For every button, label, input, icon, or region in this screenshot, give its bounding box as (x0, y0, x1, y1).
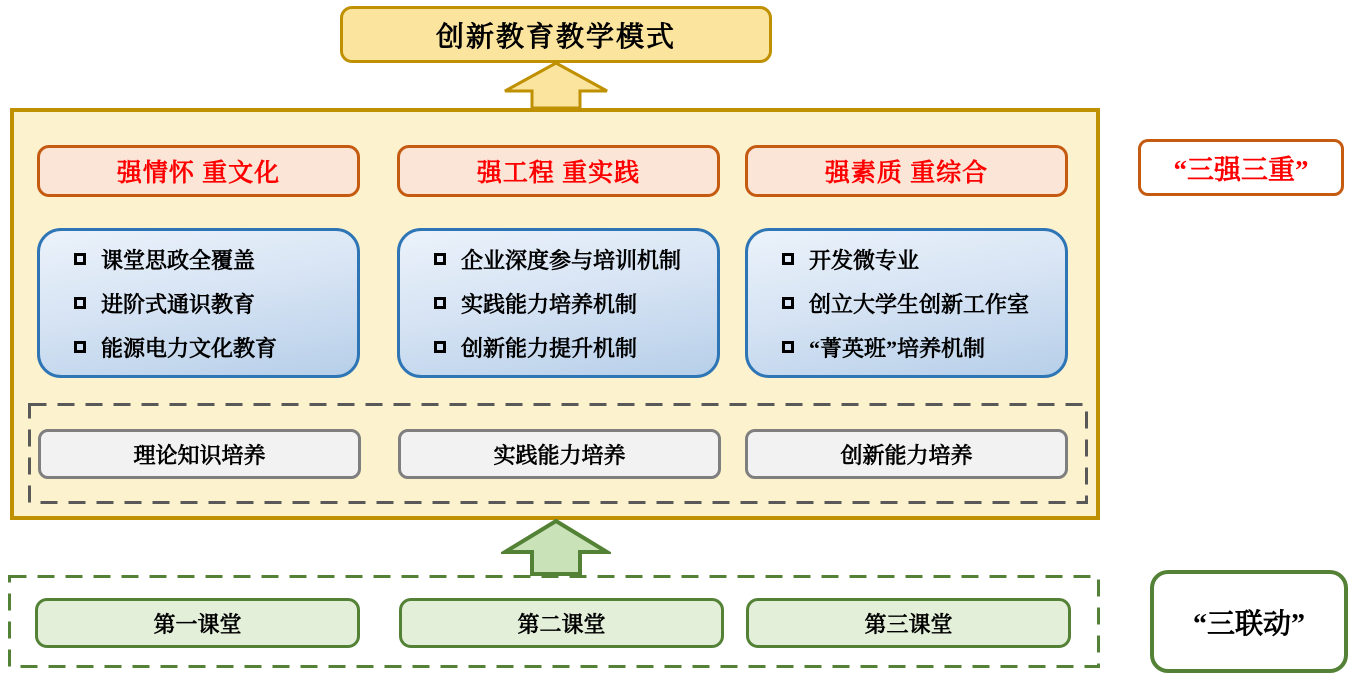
foundation-box-theory: 理论知识培养 (38, 429, 361, 479)
up-arrow-green-icon (501, 519, 611, 576)
list-item (782, 244, 1059, 275)
square-bullet-icon (74, 253, 86, 265)
list-item-label: 开发微专业 (809, 247, 920, 273)
label-three-strong: “三强三重” (1138, 139, 1344, 196)
list-item (782, 288, 1059, 319)
page-title: 创新教育教学模式 (340, 6, 772, 63)
square-bullet-icon (782, 341, 794, 353)
classroom-box-third: 第三课堂 (746, 598, 1071, 648)
list-item-label: 能源电力文化教育 (101, 335, 278, 361)
list-item (74, 244, 351, 275)
square-bullet-icon (434, 341, 446, 353)
mechanism-list-quality (745, 228, 1068, 378)
list-item-label: 企业深度参与培训机制 (461, 247, 682, 273)
list-item-label: 创新能力提升机制 (461, 335, 638, 361)
list-item (74, 332, 351, 363)
foundation-box-practice: 实践能力培养 (398, 429, 721, 479)
list-item (434, 332, 711, 363)
list-item (782, 332, 1059, 363)
list-item-label: 课堂思政全覆盖 (101, 247, 256, 273)
classroom-box-first: 第一课堂 (35, 598, 360, 648)
list-item-label: 进阶式通识教育 (101, 291, 256, 317)
list-item-label: 创立大学生创新工作室 (809, 291, 1030, 317)
up-arrow-yellow-icon (501, 61, 611, 110)
label-three-linkage: “三联动” (1150, 570, 1348, 673)
square-bullet-icon (434, 253, 446, 265)
list-item (434, 288, 711, 319)
header-box-practice: 强工程 重实践 (397, 145, 720, 197)
square-bullet-icon (74, 341, 86, 353)
header-box-quality: 强素质 重综合 (745, 145, 1068, 197)
list-item-label: 实践能力培养机制 (461, 291, 638, 317)
foundation-box-innovation: 创新能力培养 (745, 429, 1068, 479)
list-item (74, 288, 351, 319)
square-bullet-icon (782, 253, 794, 265)
square-bullet-icon (782, 297, 794, 309)
header-box-culture: 强情怀 重文化 (37, 145, 360, 197)
square-bullet-icon (434, 297, 446, 309)
mechanism-list-practice (397, 228, 720, 378)
mechanism-list-culture (37, 228, 360, 378)
list-item (434, 244, 711, 275)
square-bullet-icon (74, 297, 86, 309)
list-item-label: “菁英班”培养机制 (809, 335, 986, 361)
classroom-box-second: 第二课堂 (399, 598, 724, 648)
